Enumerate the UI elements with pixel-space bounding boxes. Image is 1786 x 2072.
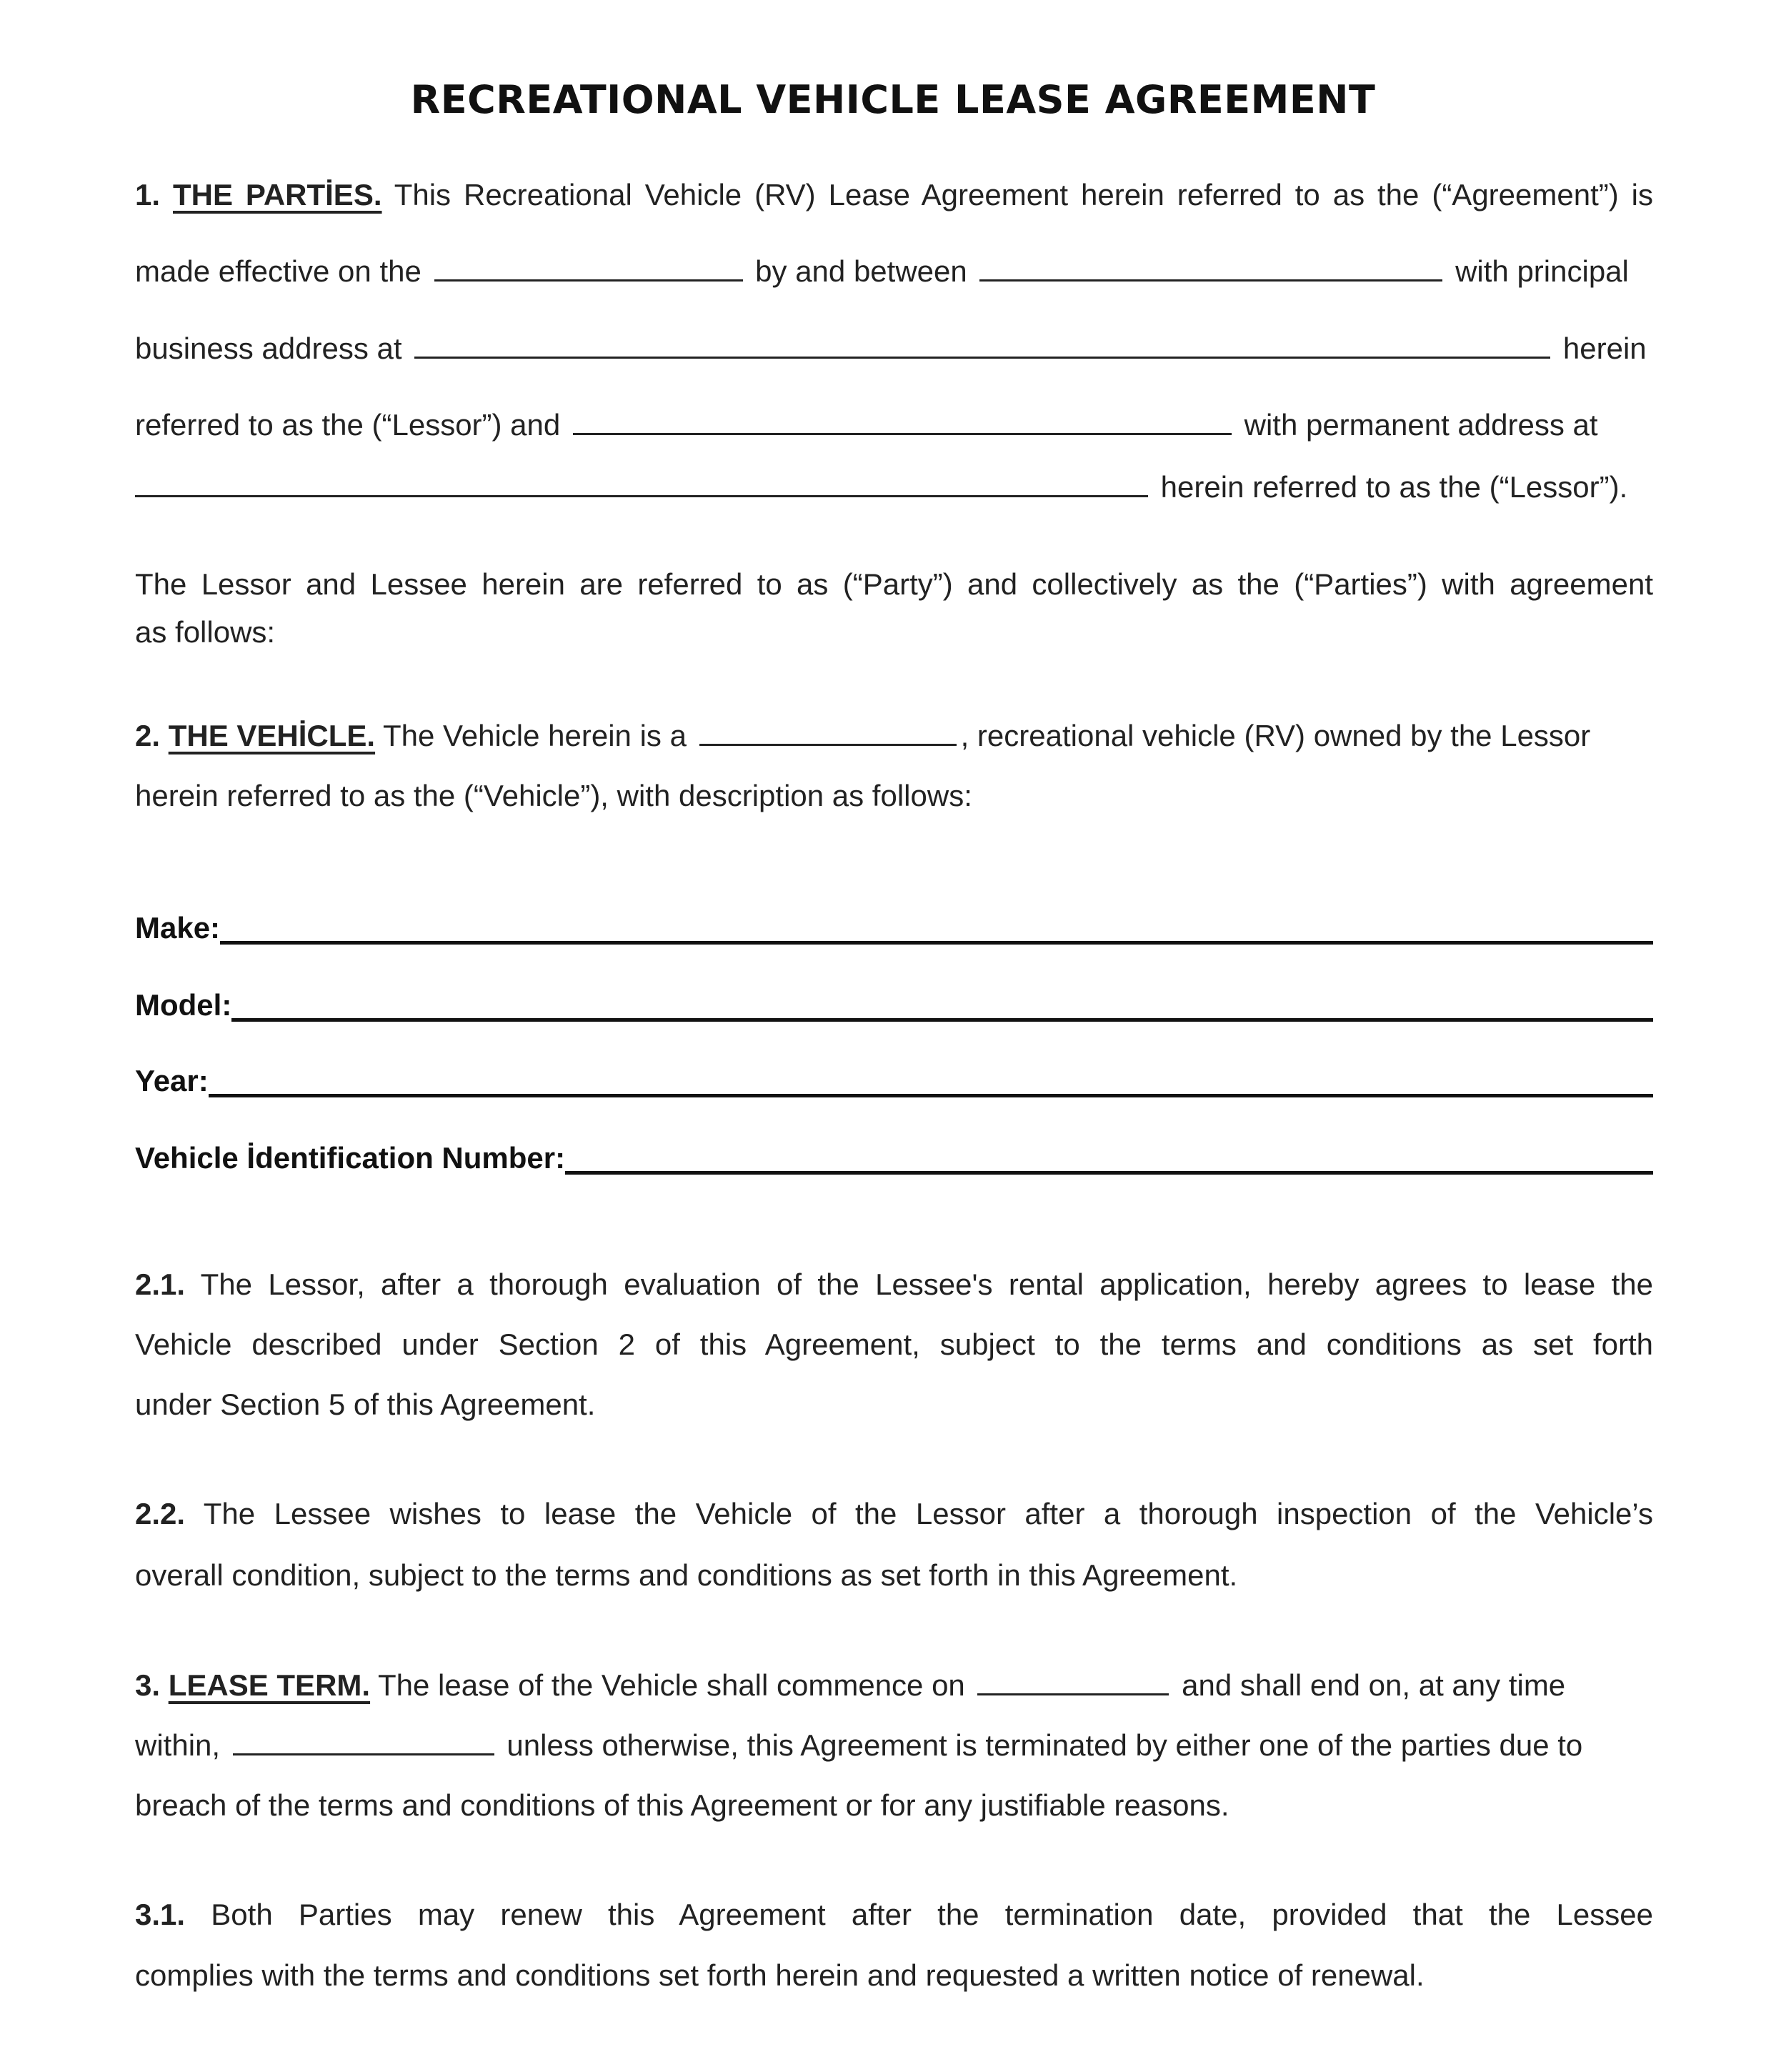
make-field [135, 906, 1653, 946]
parties-text-3a: business address at [135, 332, 402, 365]
parties-line-3 [135, 331, 1653, 367]
parties-text-2b: by and between [755, 254, 967, 288]
year-input-line[interactable] [209, 1065, 1653, 1097]
vehicle-text-1b: , recreational vehicle (RV) owned by the Lessor [960, 719, 1591, 752]
section-1-header: THE PARTİES. [172, 178, 382, 211]
parties-line-5 [135, 469, 1653, 505]
section-2-1-line-3 [135, 1387, 1653, 1423]
model-label: Model: [135, 988, 232, 1022]
section-3-1-text-2: complies with the terms and conditions set forth herein and requested a written notice of renewal. [135, 1958, 1425, 1992]
section-3-header: LEASE TERM. [168, 1668, 371, 1702]
make-input-line[interactable] [220, 912, 1653, 945]
parties-text-2a: made effective on the [135, 254, 421, 288]
section-2-2-text-2: overall condition, subject to the terms and conditions as set forth in this Agreement. [135, 1558, 1238, 1592]
parties-text-3b: herein [1562, 332, 1647, 365]
vehicle-text-2: herein referred to as the (“Vehicle”), with description as follows: [135, 779, 972, 812]
section-2-1-line-2 [135, 1327, 1653, 1363]
model-field [135, 983, 1653, 1023]
section-2-1-line-1 [135, 1267, 1653, 1303]
vehicle-text-1a: The Vehicle herein is a [383, 719, 687, 752]
section-2-1-text-2: Vehicle described under Section 2 of this Agreement, subject to the terms and conditions as set forth [135, 1328, 1653, 1361]
parties-text-1: This Recreational Vehicle (RV) Lease Agreement herein referred to as the (“Agreement”) is [394, 178, 1653, 211]
lease-term-text-2a: within, [135, 1728, 221, 1762]
section-2-1-number: 2.1. [135, 1267, 186, 1301]
lease-term-text-3: breach of the terms and conditions of this Agreement or for any justifiable reasons. [135, 1788, 1229, 1822]
section-2-1-text-1: The Lessor, after a thorough evaluation of the Lessee's rental application, hereby agrees to lease the [200, 1267, 1653, 1301]
parties-line-1 [135, 177, 1653, 213]
lessee-name-blank[interactable] [573, 407, 1232, 435]
section-3-1-text-1: Both Parties may renew this Agreement after the termination date, provided that the Lessee [211, 1898, 1653, 1931]
lessee-address-blank[interactable] [135, 469, 1148, 497]
section-3-1-line-2 [135, 1958, 1653, 1993]
section-2-number: 2. [135, 719, 161, 752]
section-3-1-line-1 [135, 1897, 1653, 1933]
parties-paragraph-line-1 [135, 567, 1653, 602]
parties-paragraph-text: The Lessor and Lessee herein are referred to as (“Party”) and collectively as the (“Parties”) with agreement [135, 567, 1653, 601]
lease-term-line-3 [135, 1788, 1653, 1823]
lease-term-text-1a: The lease of the Vehicle shall commence on [377, 1668, 965, 1702]
parties-text-2c: with principal [1455, 254, 1629, 288]
lease-term-line-2 [135, 1728, 1653, 1763]
parties-paragraph-text-2: as follows: [135, 615, 276, 649]
section-2-1-text-3: under Section 5 of this Agreement. [135, 1388, 596, 1421]
section-3-1-number: 3.1. [135, 1898, 186, 1931]
lease-term-text-1b: and shall end on, at any time [1182, 1668, 1566, 1702]
model-input-line[interactable] [231, 990, 1653, 1022]
lease-term-text-2b: unless otherwise, this Agreement is terminated by either one of the parties due to [507, 1728, 1583, 1762]
vin-field [135, 1136, 1653, 1176]
parties-text-4a: referred to as the (“Lessor”) and [135, 408, 561, 442]
year-label: Year: [135, 1064, 209, 1097]
make-label: Make: [135, 911, 221, 945]
parties-line-2 [135, 254, 1653, 289]
effective-date-blank[interactable] [434, 254, 743, 282]
vehicle-line-2 [135, 778, 1653, 814]
document-title: RECREATIONAL VEHICLE LEASE AGREEMENT [410, 77, 1376, 122]
lease-term-line-1 [135, 1668, 1653, 1703]
section-2-2-line-2 [135, 1558, 1653, 1593]
commence-date-blank[interactable] [977, 1668, 1169, 1695]
year-field [135, 1059, 1653, 1099]
vin-input-line[interactable] [565, 1142, 1653, 1175]
parties-line-4 [135, 407, 1653, 443]
lessor-address-blank[interactable] [414, 331, 1550, 359]
section-2-2-number: 2.2. [135, 1497, 186, 1530]
parties-text-5: herein referred to as the (“Lessor”). [1160, 470, 1628, 504]
section-2-2-text-1: The Lessee wishes to lease the Vehicle of the Lessor after a thorough inspection of the Vehicle’s [203, 1497, 1653, 1530]
parties-text-4b: with permanent address at [1244, 408, 1598, 442]
vehicle-line-1 [135, 718, 1653, 754]
section-2-header: THE VEHİCLE. [168, 719, 376, 752]
section-3-number: 3. [135, 1668, 161, 1702]
lessor-name-blank[interactable] [979, 254, 1442, 282]
parties-paragraph-line-2 [135, 614, 1653, 650]
end-period-blank[interactable] [233, 1728, 494, 1755]
section-2-2-line-1 [135, 1496, 1653, 1532]
vin-label: Vehicle İdentification Number: [135, 1141, 566, 1175]
section-1-number: 1. [135, 178, 161, 211]
vehicle-type-blank[interactable] [699, 718, 957, 746]
